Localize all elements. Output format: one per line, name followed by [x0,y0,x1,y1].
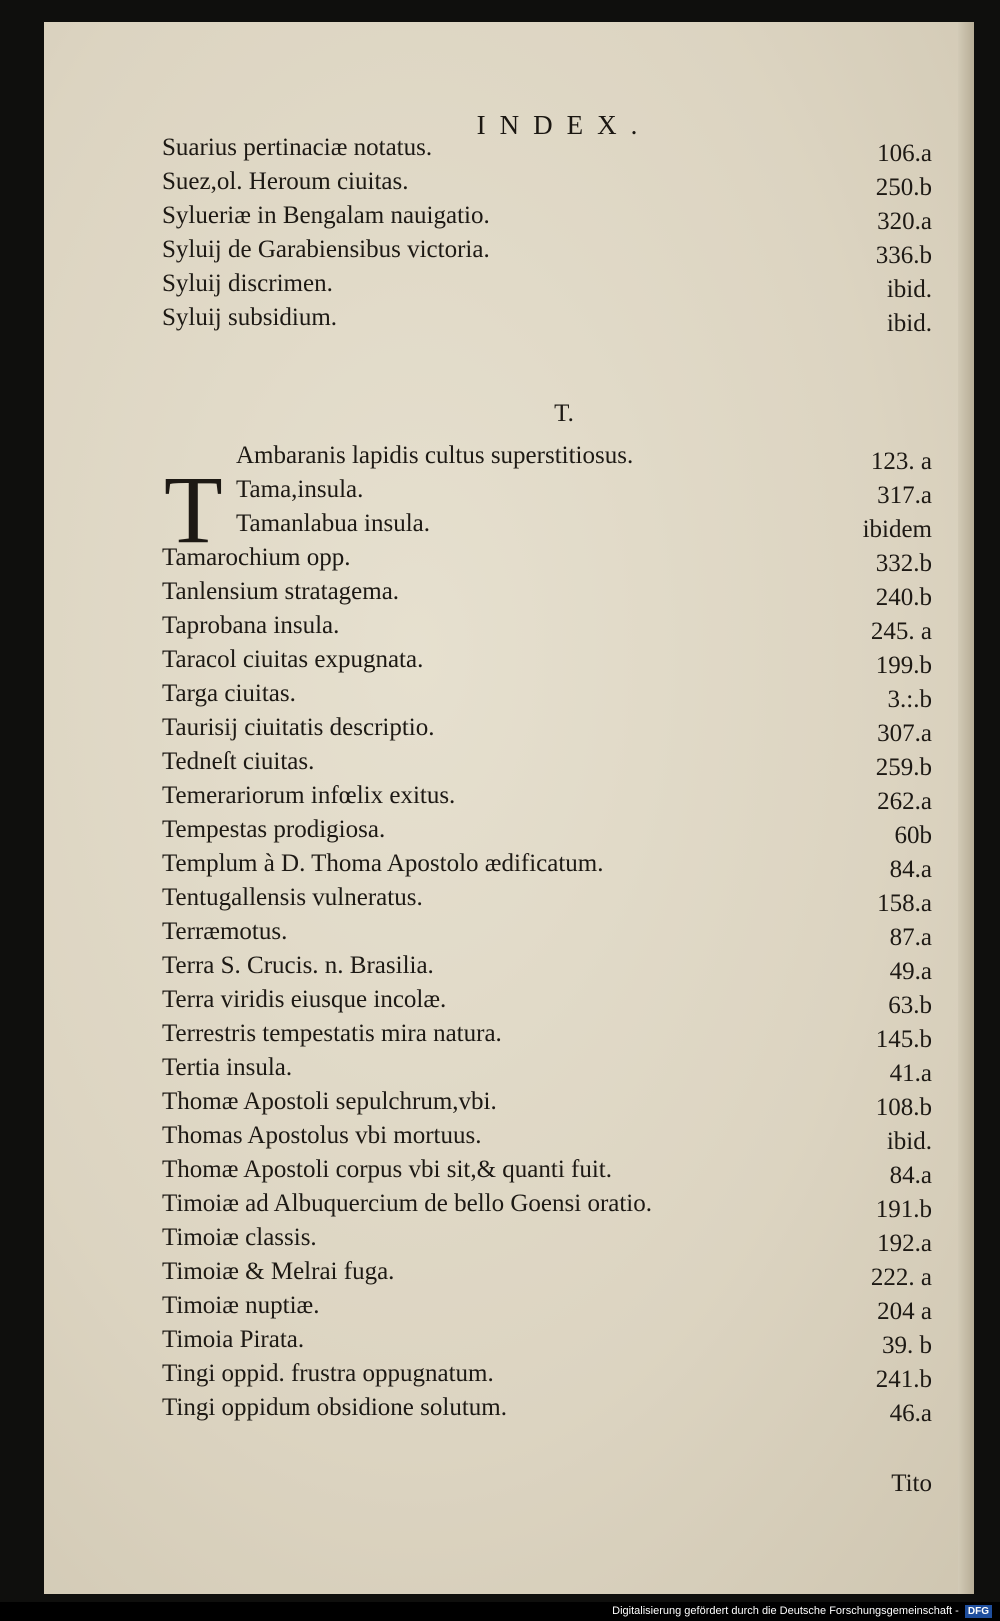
entry-label: Timoia Pirata. [162,1326,305,1353]
entry-label: Tanlensium stratagema. [162,578,400,605]
entry-ref: 123. a [870,448,932,475]
entry-ref: 336.b [875,242,932,269]
dfg-logo: DFG [965,1605,992,1618]
entry-label: Tempestas prodigiosa. [162,816,386,843]
entry-label: Timoiæ nuptiæ. [162,1292,320,1319]
index-entry [162,884,932,916]
index-entry [162,680,932,712]
entry-ref: ibidem [862,516,932,543]
index-entry [162,544,932,576]
entry-ref: 39. b [882,1332,932,1359]
entry-ref: 250.b [875,174,932,201]
entry-ref: 84.a [889,856,932,883]
index-entry [162,918,932,950]
index-entry [162,1020,932,1052]
index-entry [162,1190,932,1222]
entry-label: Terra viridis eiusque incolæ. [162,986,447,1013]
index-entry [162,714,932,746]
entry-ref: 106.a [877,140,932,167]
catchword: Tito [891,1470,932,1497]
index-entry [162,1156,932,1188]
entry-label: Tingi oppidum obsidione solutum. [162,1394,507,1421]
entry-label: Syluij subsidium. [162,304,338,331]
entry-label: Temerariorum infœlix exitus. [162,782,456,809]
entry-label: Tama,insula. [236,476,364,503]
entry-label: Terrestris tempestatis mira natura. [162,1020,502,1047]
index-entry [162,646,932,678]
entry-label: Taurisij ciuitatis descriptio. [162,714,435,741]
entry-label: Templum à D. Thoma Apostolo ædificatum. [162,850,604,877]
index-entry [162,612,932,644]
entry-ref: 222. a [870,1264,932,1291]
entry-ref: 204 a [877,1298,932,1325]
entry-ref: 108.b [875,1094,932,1121]
entry-label: Suez,ol. Heroum ciuitas. [162,168,409,195]
entry-ref: 63.b [888,992,932,1019]
entry-label: Tedneſt ciuitas. [162,748,315,775]
entry-label: Tingi oppid. frustra oppugnatum. [162,1360,494,1387]
entry-ref: 84.a [889,1162,932,1189]
book-page [44,22,974,1594]
entry-label: Suarius pertinaciæ notatus. [162,134,433,161]
entry-label: Timoiæ & Melrai fuga. [162,1258,395,1285]
index-entry [162,1326,932,1358]
entry-ref: 145.b [875,1026,932,1053]
entry-ref: 3.:.b [887,686,932,713]
footer-text: Digitalisierung gefördert durch die Deutsche Forschungsgemeinschaft - [612,1605,959,1617]
index-entry [162,850,932,882]
entry-label: Tamarochium opp. [162,544,351,571]
entry-label: Timoiæ classis. [162,1224,317,1251]
entry-ref: 158.a [877,890,932,917]
entry-label: Syluij de Garabiensibus victoria. [162,236,490,263]
entry-ref: 41.a [889,1060,932,1087]
index-entry [162,1122,932,1154]
entry-label: Syluij discrimen. [162,270,333,297]
index-entry [236,442,932,474]
entry-label: Timoiæ ad Albuquercium de bello Goensi oratio. [162,1190,653,1217]
entry-label: Taprobana insula. [162,612,340,639]
entry-label: Thomæ Apostoli sepulchrum,vbi. [162,1088,497,1115]
entry-label: Thomas Apostolus vbi mortuus. [162,1122,482,1149]
index-entry [162,1224,932,1256]
index-entry [162,952,932,984]
index-entry [162,578,932,610]
entry-ref: 317.a [877,482,932,509]
entry-ref: 332.b [875,550,932,577]
entry-label: Ambaranis lapidis cultus superstitiosus. [236,442,634,469]
index-entry [236,510,932,542]
entry-ref: ibid. [886,1128,932,1155]
entry-ref: 49.a [889,958,932,985]
index-entries-t [44,22,974,1594]
index-entry [162,1394,932,1426]
entry-label: Tertia insula. [162,1054,293,1081]
entry-ref: 240.b [875,584,932,611]
entry-ref: 307.a [877,720,932,747]
page-header: INDEX. [476,110,652,140]
entry-ref: 46.a [889,1400,932,1427]
entry-ref: 199.b [875,652,932,679]
entry-label: Tamanlabua insula. [236,510,431,537]
index-entry [162,1360,932,1392]
entry-label: Terra S. Crucis. n. Brasilia. [162,952,434,979]
entry-ref: 87.a [889,924,932,951]
entry-ref: 60b [894,822,932,849]
index-entry [162,986,932,1018]
index-entry [162,1088,932,1120]
index-entry [162,1258,932,1290]
entry-ref: 241.b [875,1366,932,1393]
entry-ref: 320.a [877,208,932,235]
entry-label: Thomæ Apostoli corpus vbi sit,& quanti fuit. [162,1156,612,1183]
index-entry [162,1292,932,1324]
index-entry [236,476,932,508]
index-entry [162,1054,932,1086]
entry-ref: 191.b [875,1196,932,1223]
entry-ref: 245. a [870,618,932,645]
entry-label: Targa ciuitas. [162,680,296,707]
digitization-footer [0,1602,1000,1621]
entry-label: Terræmotus. [162,918,288,945]
entry-ref: ibid. [886,310,932,337]
entry-label: Sylueriæ in Bengalam nauigatio. [162,202,490,229]
index-entry [162,748,932,780]
index-entry [162,782,932,814]
entry-ref: 262.a [877,788,932,815]
section-heading: T. [554,400,574,427]
entry-ref: 192.a [877,1230,932,1257]
entry-ref: 259.b [875,754,932,781]
entry-label: Tentugallensis vulneratus. [162,884,423,911]
entry-label: Taracol ciuitas expugnata. [162,646,424,673]
index-entry [162,816,932,848]
entry-ref: ibid. [886,276,932,303]
drop-cap: T [164,456,223,563]
